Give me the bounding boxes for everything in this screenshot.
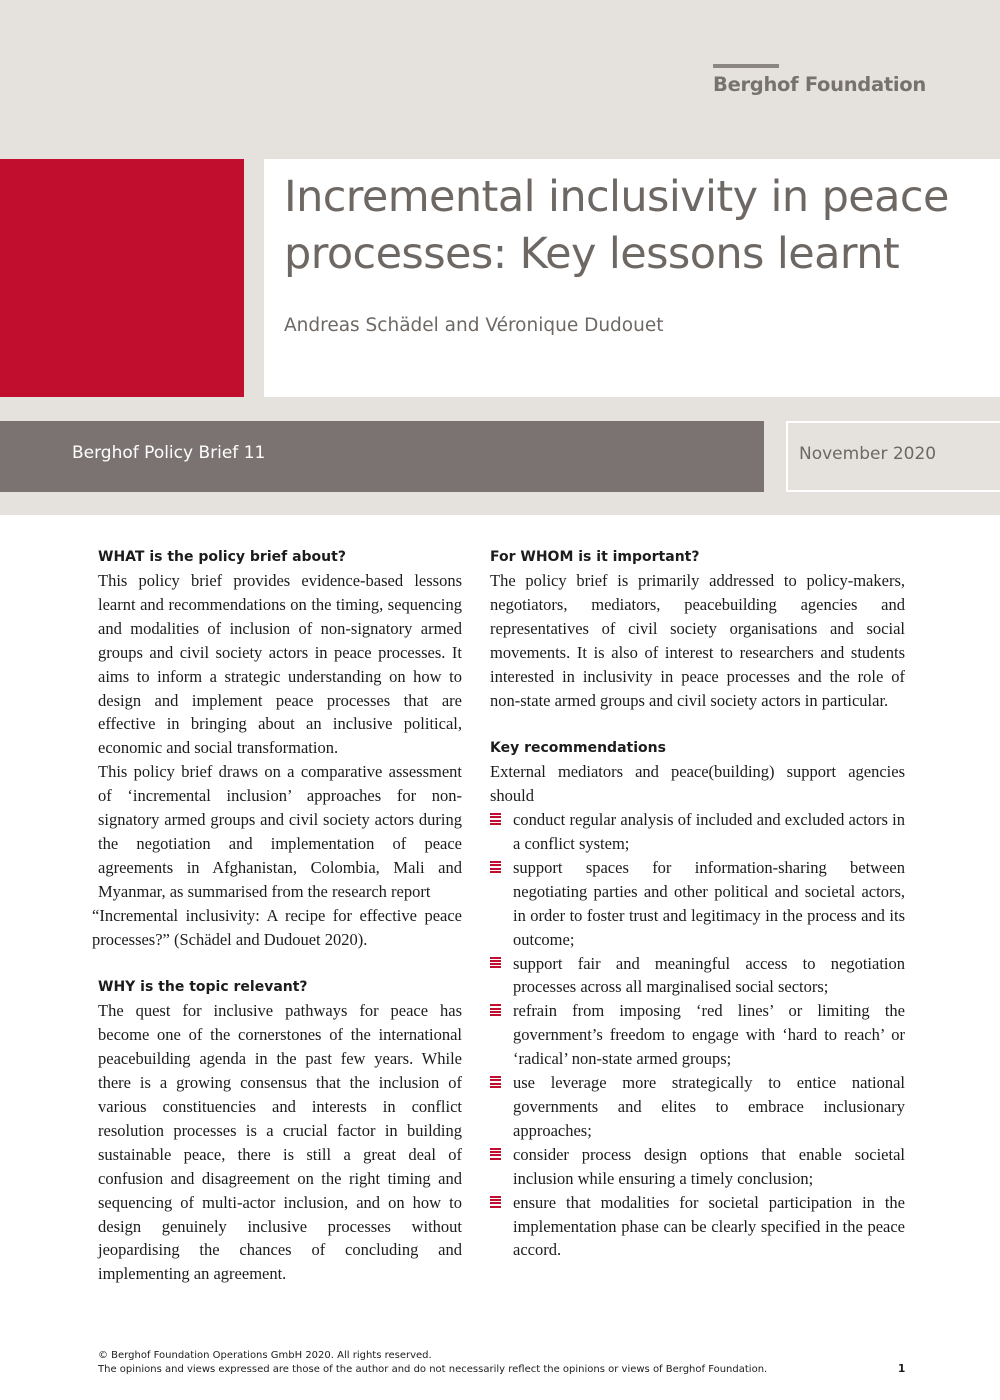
what-heading: WHAT is the policy brief about? — [98, 549, 346, 565]
recommendation-text: support fair and meaningful access to negotiation processes across all marginalised social sectors; — [513, 953, 905, 997]
series-bar — [0, 421, 764, 492]
whom-heading: For WHOM is it important? — [490, 549, 700, 565]
recommendation-item — [490, 952, 905, 1000]
authors: Andreas Schädel and Véronique Dudouet — [284, 315, 664, 336]
recommendation-item — [490, 1143, 905, 1191]
logo-rule — [713, 64, 779, 68]
list-bullet-icon — [490, 1196, 501, 1208]
logo — [713, 64, 926, 96]
list-bullet-icon — [490, 1148, 501, 1160]
list-bullet-icon — [490, 1004, 501, 1016]
copyright-notice: © Berghof Foundation Operations GmbH 2020. All rights reserved. — [98, 1350, 432, 1361]
date-box — [786, 421, 1000, 492]
recommendation-text: support spaces for information-sharing between negotiating parties and other political and societal actors, in order to foster trust and legitimacy in the process and its outcome; — [513, 857, 905, 949]
list-bullet-icon — [490, 1076, 501, 1088]
logo-text: Berghof Foundation — [713, 73, 926, 96]
why-paragraph: The quest for inclusive pathways for peace has become one of the cornerstones of the international peacebuilding agenda in the past few years. While there is a growing consensus that the inclusion of various constituencies and interests in conflict resolution processes is a crucial factor in building sustainable peace, there is still a great deal of confusion and disagreement on the right timing and sequencing of multi-actor inclusion, and on how to design genuinely inclusive processes without jeopardising the chances of concluding and implementing an agreement. — [98, 1001, 462, 1284]
list-bullet-icon — [490, 813, 501, 825]
recommendation-text: use leverage more strategically to entice national governments and elites to embrace inclusionary approaches; — [513, 1073, 905, 1140]
list-bullet-icon — [490, 957, 501, 969]
recommendations-intro: External mediators and peace(building) support agencies should — [490, 762, 905, 806]
title-panel — [264, 159, 1000, 397]
recommendation-item — [490, 999, 905, 1071]
recommendation-item — [490, 1071, 905, 1143]
red-accent-block — [0, 159, 244, 397]
footer — [98, 1349, 908, 1377]
page-number: 1 — [898, 1363, 906, 1375]
disclaimer: The opinions and views expressed are those of the author and do not necessarily reflect the opinions or views of Berghof Foundation. — [98, 1364, 768, 1375]
recommendation-text: conduct regular analysis of included and excluded actors in a conflict system; — [513, 810, 905, 854]
what-paragraph-3: “Incremental inclusivity: A recipe for effective peace processes?” (Schädel and Dudouet 2020). — [92, 905, 462, 949]
series-label: Berghof Policy Brief 11 — [72, 443, 266, 463]
left-column — [92, 545, 462, 1286]
why-heading: WHY is the topic relevant? — [98, 979, 308, 996]
recommendations-list — [490, 808, 905, 1262]
whom-paragraph: The policy brief is primarily addressed to policy-makers, negotiators, mediators, peacebuilding agencies and representatives of civil society organisations and social movements. It is also of interest to researchers and students interested in inclusivity in peace processes and the role of non-state armed groups and civil society actors in particular. — [490, 571, 905, 710]
recommendation-item — [490, 808, 905, 856]
publication-date: November 2020 — [799, 444, 937, 464]
recommendation-item — [490, 1191, 905, 1263]
list-bullet-icon — [490, 861, 501, 873]
right-column — [490, 545, 905, 1262]
recommendation-text: ensure that modalities for societal participation in the implementation phase can be clearly specified in the peace accord. — [513, 1192, 905, 1260]
recommendation-item — [490, 856, 905, 952]
recommendations-heading: Key recommendations — [490, 740, 666, 757]
what-paragraph-2: This policy brief draws on a comparative assessment of ‘incremental inclusion’ approaches for non-signatory armed groups and civil society actors during the negotiation and implementation of peace agreements in Afghanistan, Colombia, Mali and Myanmar, as summarised from the research report — [98, 762, 462, 901]
document-title: Incremental inclusivity in peace processes: Key lessons learnt — [284, 172, 949, 279]
what-paragraph-1: This policy brief provides evidence-based lessons learnt and recommendations on the timing, sequencing and modalities of inclusion of non-signatory armed groups and civil society actors in peace processes. It aims to inform a strategic understanding on how to design and implement peace processes that are effective in bringing about an inclusive political, economic and social transformation. — [98, 571, 462, 758]
recommendation-text: consider process design options that enable societal inclusion while ensuring a timely conclusion; — [513, 1144, 905, 1188]
recommendation-text: refrain from imposing ‘red lines’ or limiting the government’s freedom to engage with ‘hard to reach’ or ‘radical’ non-state armed groups; — [513, 1001, 905, 1069]
